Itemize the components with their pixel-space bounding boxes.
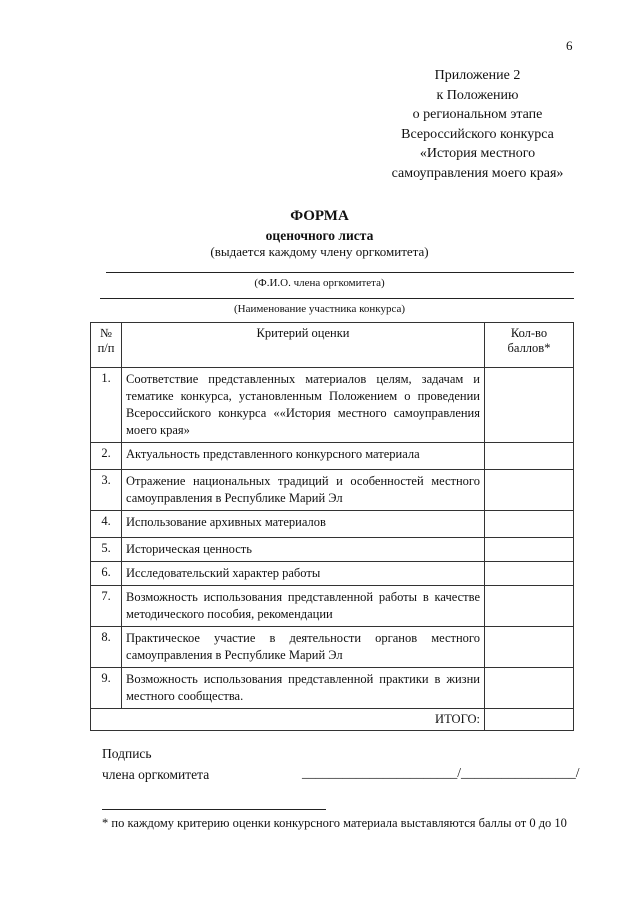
row-score-cell[interactable] bbox=[485, 627, 574, 668]
signature-blank[interactable]: _______________________/_________________/ bbox=[302, 765, 580, 780]
table-row bbox=[91, 627, 574, 668]
row-num: 9. bbox=[91, 668, 122, 709]
table-row bbox=[91, 668, 574, 709]
row-num: 3. bbox=[91, 470, 122, 511]
appendix-line: «История местного bbox=[419, 146, 536, 161]
row-num: 1. bbox=[91, 368, 122, 443]
row-criterion: Использование архивных материалов bbox=[122, 511, 485, 538]
table-header-row bbox=[91, 323, 574, 368]
form-title: ФОРМА bbox=[290, 208, 349, 224]
row-score-cell[interactable] bbox=[485, 368, 574, 443]
total-row bbox=[91, 709, 574, 731]
table-row bbox=[91, 562, 574, 586]
row-criterion: Историческая ценность bbox=[122, 538, 485, 562]
total-label: ИТОГО: bbox=[91, 709, 485, 731]
table-row bbox=[91, 443, 574, 470]
row-num: 6. bbox=[91, 562, 122, 586]
row-criterion: Возможность использования представленной работы в качестве методического пособия, рекомендации bbox=[122, 586, 485, 627]
signature-label: Подпись bbox=[102, 746, 152, 761]
row-num: 8. bbox=[91, 627, 122, 668]
table-row bbox=[91, 538, 574, 562]
evaluation-table bbox=[90, 322, 574, 731]
row-score-cell[interactable] bbox=[485, 538, 574, 562]
header-criterion: Критерий оценки bbox=[122, 323, 485, 368]
member-name-line bbox=[106, 272, 574, 273]
appendix-line: Приложение 2 bbox=[434, 68, 521, 83]
row-score-cell[interactable] bbox=[485, 586, 574, 627]
row-score-cell[interactable] bbox=[485, 668, 574, 709]
footnote-separator bbox=[102, 809, 326, 810]
row-num: 2. bbox=[91, 443, 122, 470]
row-num: 4. bbox=[91, 511, 122, 538]
header-score: Кол-во баллов* bbox=[485, 323, 574, 368]
appendix-line: самоуправления моего края» bbox=[391, 165, 564, 181]
member-name-caption: (Ф.И.О. члена оргкомитета) bbox=[254, 277, 385, 289]
row-score-cell[interactable] bbox=[485, 443, 574, 470]
row-score-cell[interactable] bbox=[485, 511, 574, 538]
row-criterion: Соответствие представленных материалов целям, задачам и тематике конкурса, установленным Положением о проведении Всероссийского конкурса ««История местного самоуправления моего края» bbox=[122, 368, 485, 443]
table-row bbox=[91, 368, 574, 443]
form-note: (выдается каждому члену оргкомитета) bbox=[210, 244, 429, 259]
appendix-line: Всероссийского конкурса bbox=[401, 126, 554, 142]
row-criterion: Исследовательский характер работы bbox=[122, 562, 485, 586]
page-number: 6 bbox=[566, 38, 573, 53]
row-criterion: Практическое участие в деятельности органов местного самоуправления в Республике Марий Эл bbox=[122, 627, 485, 668]
appendix-line: к Положению bbox=[436, 87, 519, 103]
form-subtitle: оценочного листа bbox=[265, 228, 374, 243]
footnote: * по каждому критерию оценки конкурсного материала выставляются баллы от 0 до 10 bbox=[102, 816, 567, 830]
signature-member-label: члена оргкомитета bbox=[102, 767, 210, 782]
row-criterion: Отражение национальных традиций и особенностей местного самоуправления в Республике Марий Эл bbox=[122, 470, 485, 511]
participant-name-line bbox=[100, 298, 574, 299]
row-num: 5. bbox=[91, 538, 122, 562]
participant-name-caption: (Наименование участника конкурса) bbox=[233, 303, 406, 315]
table-row bbox=[91, 511, 574, 538]
row-criterion: Актуальность представленного конкурсного материала bbox=[122, 443, 485, 470]
table-row bbox=[91, 470, 574, 511]
appendix-line: о региональном этапе bbox=[412, 107, 543, 122]
header-num: № п/п bbox=[91, 323, 122, 368]
row-criterion: Возможность использования представленной практики в жизни местного сообщества. bbox=[122, 668, 485, 709]
row-score-cell[interactable] bbox=[485, 562, 574, 586]
appendix-reference bbox=[370, 66, 585, 183]
row-num: 7. bbox=[91, 586, 122, 627]
row-score-cell[interactable] bbox=[485, 470, 574, 511]
table-row bbox=[91, 586, 574, 627]
total-score-cell[interactable] bbox=[485, 709, 574, 731]
